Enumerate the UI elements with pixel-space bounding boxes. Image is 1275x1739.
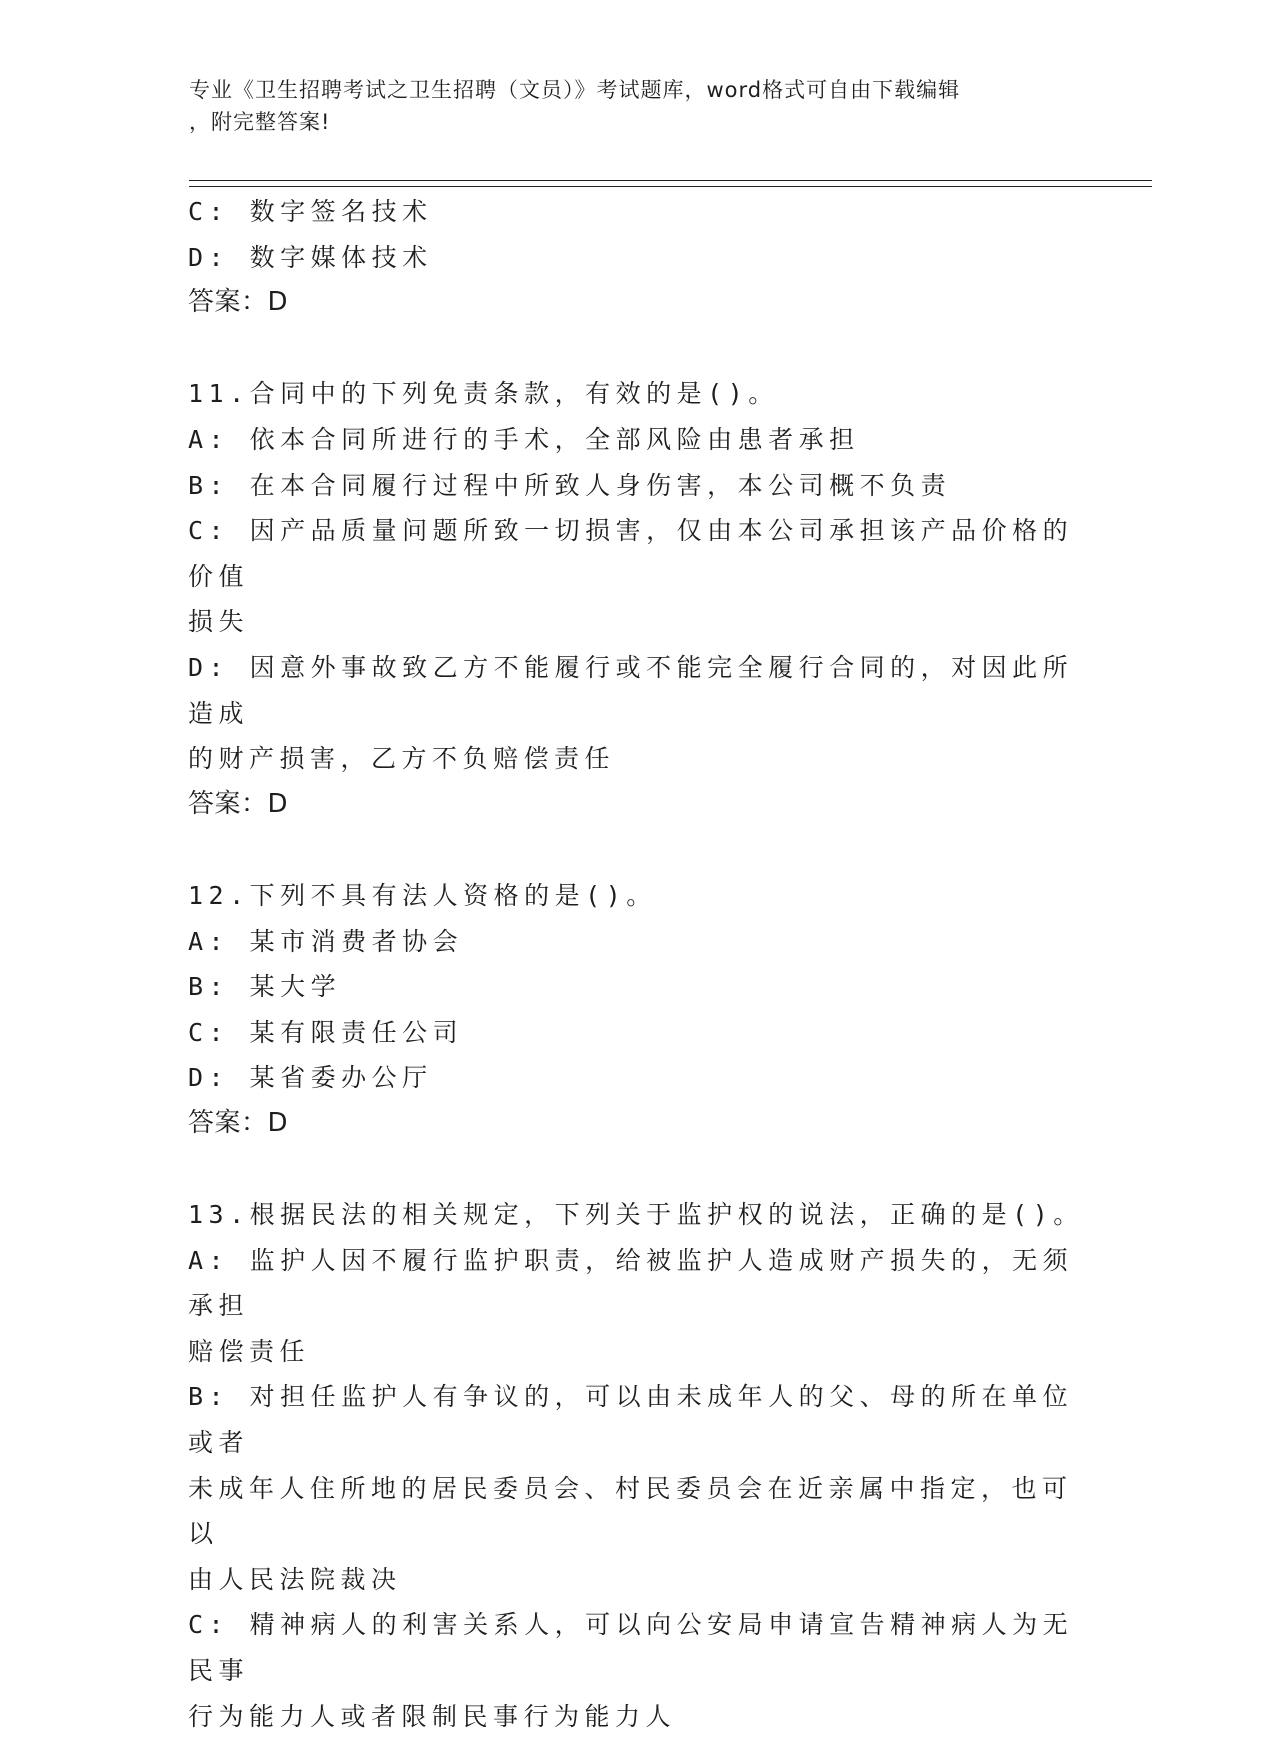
- question-block-12: [188, 873, 1088, 1147]
- option-d-line-2: 的财产损害，乙方不负赔偿责任: [188, 744, 616, 774]
- question-stem: 11.合同中的下列免责条款，有效的是()。: [188, 379, 779, 409]
- option-b-line-1: B: 对担任监护人有争议的，可以由未成年人的父、母的所在单位或者: [188, 1382, 1074, 1458]
- option-a-line-2: 赔偿责任: [188, 1336, 311, 1366]
- question-stem: 13.根据民法的相关规定，下列关于监护权的说法，正确的是()。: [188, 1200, 1084, 1230]
- option-c-line-1: C: 精神病人的利害关系人，可以向公安局申请宣告精神病人为无民事: [188, 1610, 1074, 1685]
- option-d: D: 某省委办公厅: [188, 1063, 433, 1093]
- header-divider-top: [189, 180, 1152, 181]
- question-stem: 12.下列不具有法人资格的是()。: [188, 880, 657, 910]
- spacer: [188, 326, 1088, 372]
- page-header: [189, 74, 1069, 138]
- option-c: C: 数字签名技术: [188, 197, 433, 226]
- spacer: [188, 827, 1088, 873]
- option-a-line-1: A: 监护人因不履行监护职责，给被监护人造成财产损失的，无须承担: [188, 1245, 1074, 1321]
- option-d-line-1: D: 因意外事故致乙方不能履行或不能完全履行合同的，对因此所造成: [188, 652, 1074, 728]
- spacer: [188, 1146, 1088, 1192]
- header-divider-bottom: [189, 186, 1152, 187]
- question-block-prev: [188, 189, 1088, 326]
- option-b: B: 在本合同履行过程中所致人身伤害，本公司概不负责: [188, 470, 952, 500]
- answer-line: 答案：D: [188, 287, 289, 318]
- option-b: B: 某大学: [188, 972, 342, 1002]
- answer-line: 答案：D: [188, 1107, 289, 1138]
- option-a: A: 依本合同所进行的手术，全部风险由患者承担: [188, 424, 860, 454]
- option-c-line-1: C: 因产品质量问题所致一切损害，仅由本公司承担该产品价格的价值: [188, 516, 1074, 591]
- option-c-line-2: 行为能力人或者限制民事行为能力人: [188, 1701, 677, 1731]
- option-b-line-3: 由人民法院裁决: [188, 1564, 402, 1594]
- header-title-line-2: ，附完整答案!: [189, 110, 331, 134]
- question-list: [188, 189, 1088, 1739]
- option-c-line-2: 损失: [188, 607, 250, 637]
- question-block-11: [188, 371, 1088, 827]
- answer-line: 答案：D: [188, 788, 289, 819]
- option-a: A: 某市消费者协会: [188, 926, 464, 956]
- header-title-line-1: 专业《卫生招聘考试之卫生招聘（文员）》考试题库，word格式可自由下载编辑: [189, 78, 961, 102]
- question-block-13: [188, 1192, 1088, 1739]
- option-d: D: 数字媒体技术: [188, 242, 433, 272]
- option-c: C: 某有限责任公司: [188, 1017, 464, 1047]
- option-b-line-2: 未成年人住所地的居民委员会、村民委员会在近亲属中指定，也可以: [188, 1473, 1073, 1549]
